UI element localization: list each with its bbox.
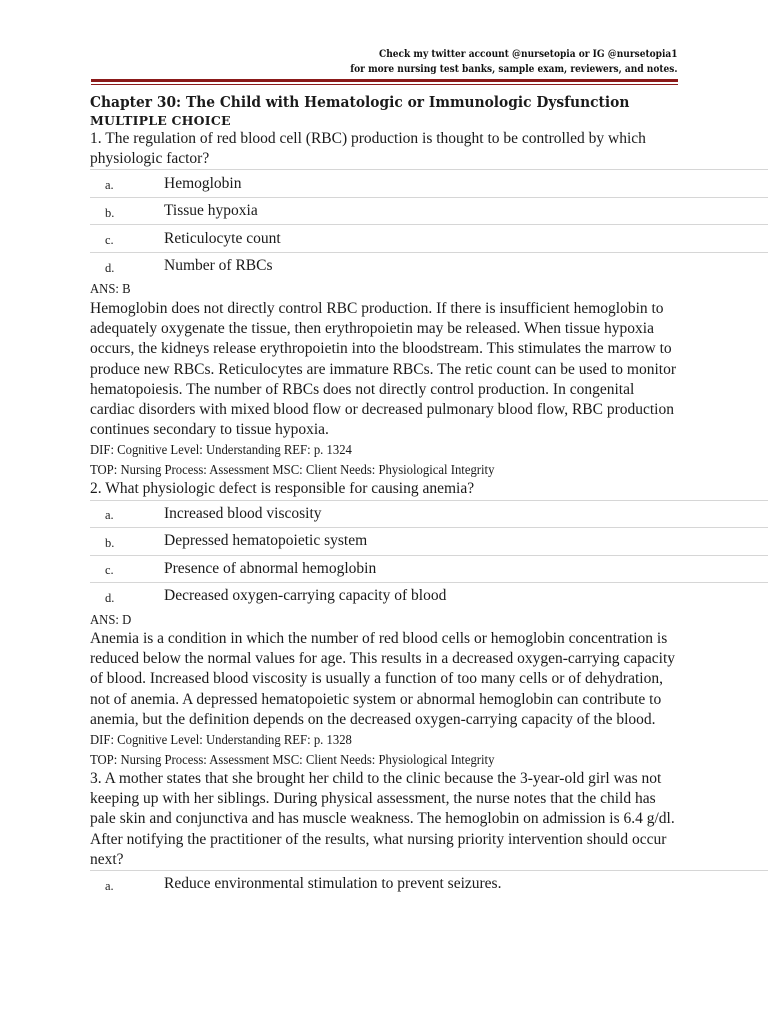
option-a xyxy=(90,870,768,898)
answer-key: ANS: D xyxy=(90,611,132,627)
option-letter: c. xyxy=(105,233,114,248)
option-a xyxy=(90,500,768,528)
question-stem: 1. The regulation of red blood cell (RBC) production is thought to be controlled by which physiologic factor? xyxy=(90,130,646,168)
question-1 xyxy=(90,129,768,479)
option-c xyxy=(90,555,768,583)
option-letter: a. xyxy=(105,178,114,193)
option-a xyxy=(90,169,768,197)
option-letter: a. xyxy=(105,878,114,893)
option-text: Tissue hypoxia xyxy=(164,202,258,220)
rationale: Anemia is a condition in which the number of red blood cells or hemoglobin concentration is reduced below the normal values for age. This results in a decreased oxygen-carrying capacity of blood. Increased blood viscosity is usually a function of too many cells or of dehydration, not of anemia. A depressed hematopoietic system or abnormal hemoglobin can contribute to anemia, but the definition depends on the decreased oxygen-carrying capacity of the blood. xyxy=(90,630,676,728)
option-text: Number of RBCs xyxy=(164,257,273,275)
option-b xyxy=(90,527,768,555)
option-c xyxy=(90,224,768,252)
option-text: Depressed hematopoietic system xyxy=(164,532,368,550)
option-letter: d. xyxy=(105,260,115,275)
section-title: MULTIPLE CHOICE xyxy=(90,113,231,128)
option-list xyxy=(90,870,768,898)
option-text: Reticulocyte count xyxy=(164,229,281,247)
option-text: Increased blood viscosity xyxy=(164,504,322,522)
option-d xyxy=(90,582,768,610)
option-letter: d. xyxy=(105,590,115,605)
option-b xyxy=(90,197,768,225)
question-stem: 2. What physiologic defect is responsible for causing anemia? xyxy=(90,480,475,498)
option-letter: a. xyxy=(105,508,114,523)
question-stem: 3. A mother states that she brought her child to the clinic because the 3-year-old girl was not keeping up with her siblings. During physical assessment, the nurse notes that the child has pale skin and conjunctiva and has muscle weakness. The hemoglobin on admission is 6.4 g/dl. After notifying the practitioner of the results, what nursing priority intervention should occur next? xyxy=(90,770,675,868)
question-2 xyxy=(90,479,768,769)
topic-needs: TOP: Nursing Process: Assessment MSC: Client Needs: Physiological Integrity xyxy=(90,751,495,767)
option-letter: c. xyxy=(105,563,114,578)
option-list xyxy=(90,169,768,279)
chapter-title: Chapter 30: The Child with Hematologic or Immunologic Dysfunction xyxy=(90,93,630,111)
difficulty-ref: DIF: Cognitive Level: Understanding REF: p. 1328 xyxy=(90,732,352,748)
option-text: Reduce environmental stimulation to prevent seizures. xyxy=(164,875,502,893)
promo-line-2: for more nursing test banks, sample exam, reviewers, and notes. xyxy=(350,63,678,75)
document-body xyxy=(90,93,768,898)
promo-header xyxy=(351,47,678,77)
rationale: Hemoglobin does not directly control RBC production. If there is insufficient hemoglobin to adequately oxygenate the tissue, then erythropoietin may be released. When tissue hypoxia occurs, the kidneys release erythropoietin into the bloodstream. This stimulates the marrow to produce new RBCs. Reticulocytes are immature RBCs. The retic count can be used to monitor hematopoiesis. The number of RBCs does not directly control production. In congenital cardiac disorders with mixed blood flow or decreased pulmonary blood flow, RBC production continues secondary to tissue hypoxia. xyxy=(90,299,676,439)
option-text: Presence of abnormal hemoglobin xyxy=(164,559,377,577)
header-rule-thin xyxy=(91,84,678,85)
promo-line-1: Check my twitter account @nursetopia or IG @nursetopia1 xyxy=(379,48,678,60)
option-text: Decreased oxygen-carrying capacity of blood xyxy=(164,587,447,605)
question-3 xyxy=(90,769,768,898)
option-letter: b. xyxy=(105,535,115,550)
header-rule-thick xyxy=(91,79,678,82)
option-text: Hemoglobin xyxy=(164,174,242,192)
topic-needs: TOP: Nursing Process: Assessment MSC: Client Needs: Physiological Integrity xyxy=(90,461,495,477)
option-list xyxy=(90,500,768,610)
option-d xyxy=(90,252,768,280)
answer-key: ANS: B xyxy=(90,281,131,297)
option-letter: b. xyxy=(105,205,115,220)
difficulty-ref: DIF: Cognitive Level: Understanding REF: p. 1324 xyxy=(90,442,352,458)
